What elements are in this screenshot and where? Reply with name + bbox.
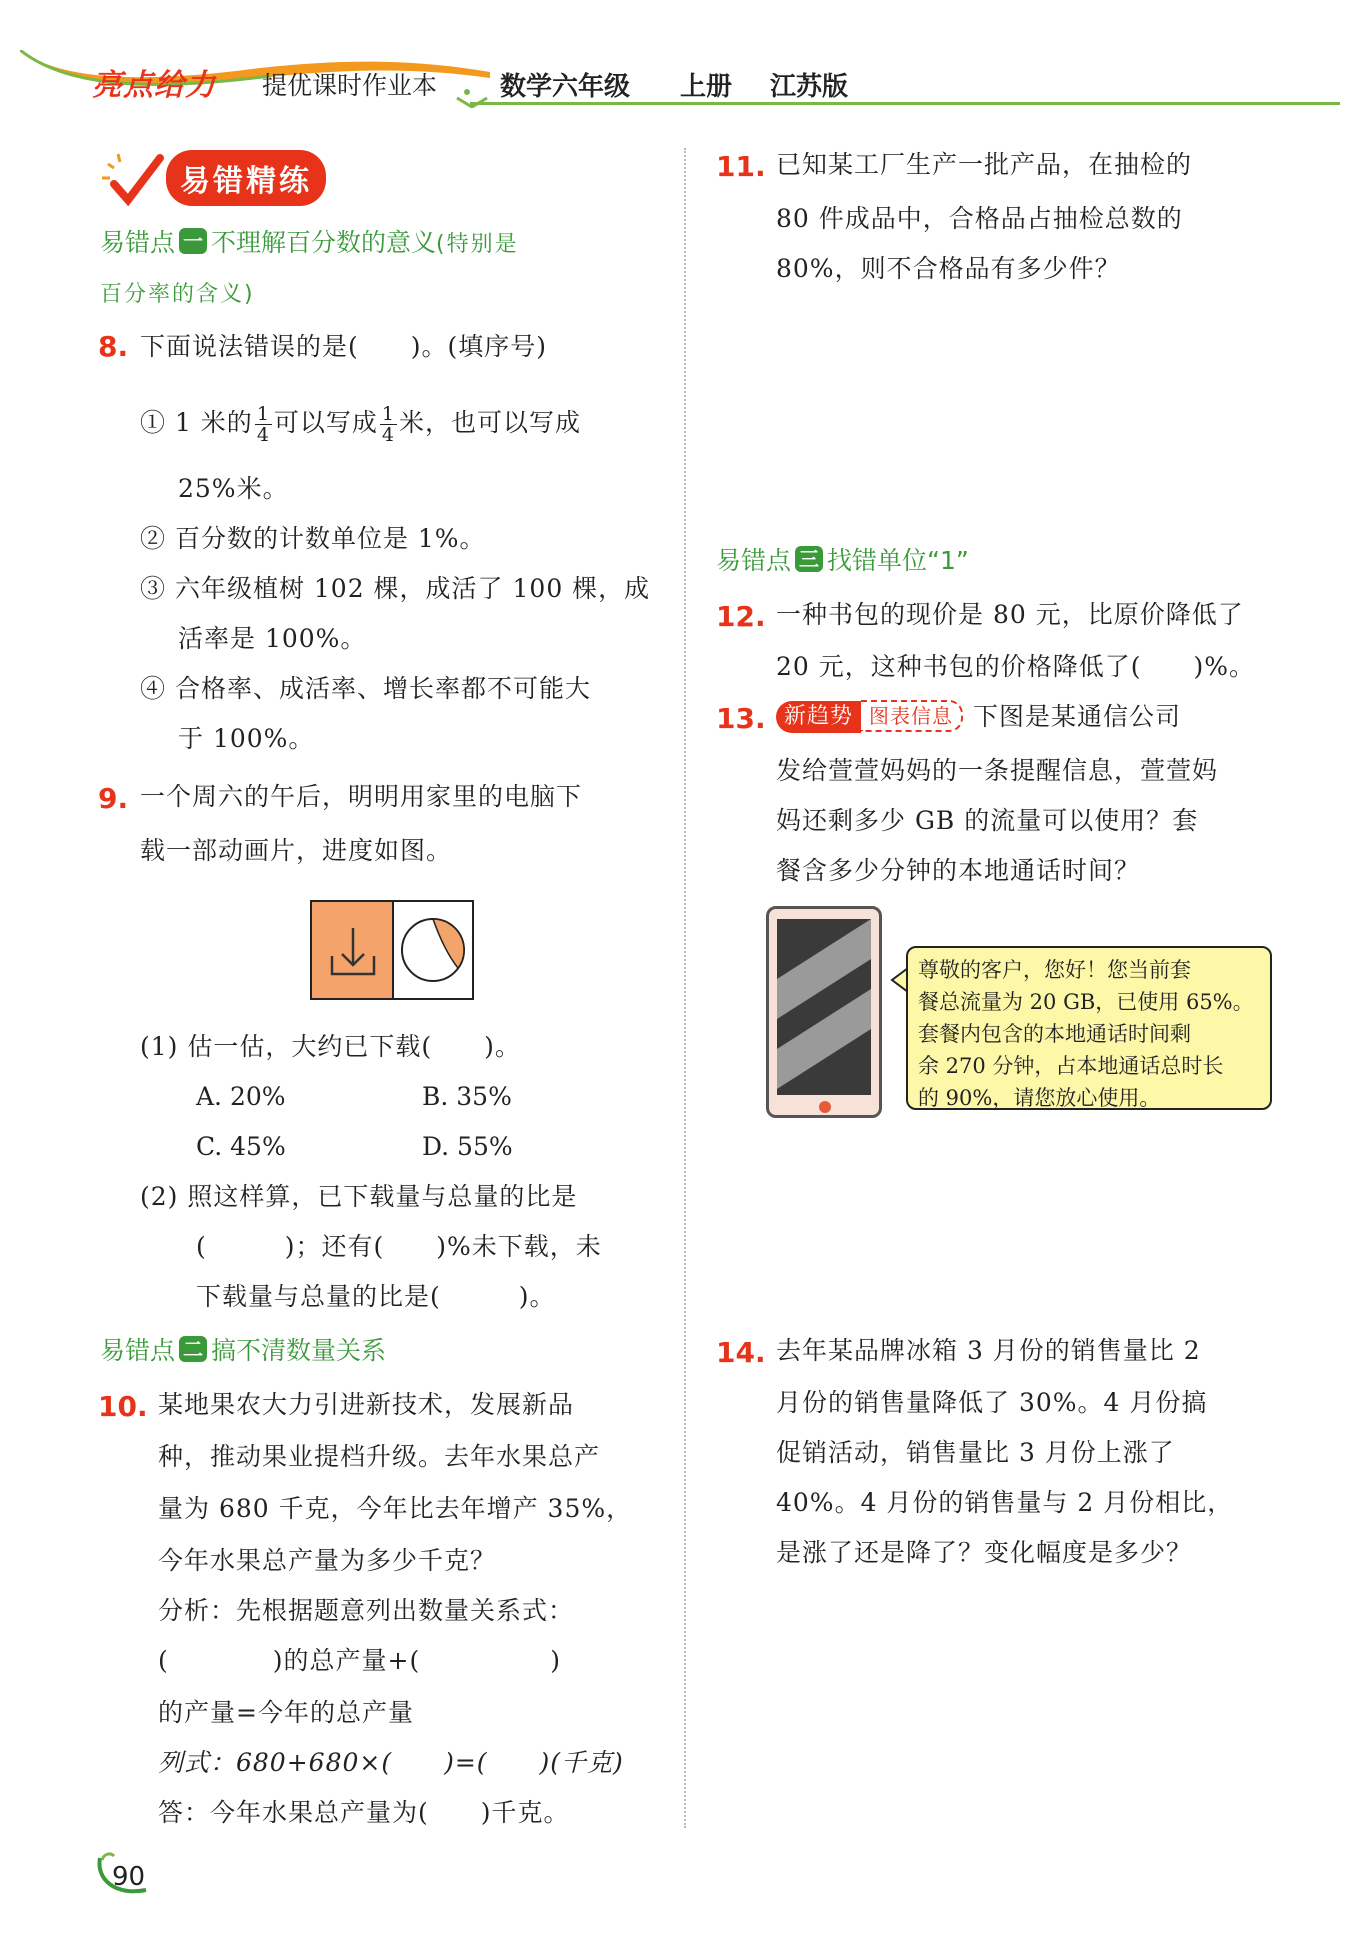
section-banner [100, 148, 326, 208]
question-line: 种，推动果业提档升级。去年水果总产 [158, 1442, 601, 1471]
fraction-denominator: 4 [381, 424, 396, 446]
formula-line: 列式：680+680×( )=( )(千克) [158, 1748, 624, 1777]
relation-blank-line: ( )的总产量+( ) [158, 1646, 561, 1675]
relation-line: 的产量=今年的总产量 [158, 1698, 414, 1727]
question-line: 一个周六的午后，明明用家里的电脑下 [140, 782, 583, 811]
question-line: 80%，则不合格品有多少件？ [776, 254, 1121, 283]
screen-glare [777, 919, 871, 1095]
statement-text: ① 1 米的 [140, 408, 253, 437]
fraction-numerator: 1 [381, 403, 396, 425]
progress-pie [394, 902, 472, 998]
checkmark-icon [100, 150, 166, 206]
sub-question-2-cont: 下载量与总量的比是( )。 [196, 1282, 556, 1311]
sub-question-1: (1) 估一估，大约已下载( )。 [140, 1032, 521, 1061]
sub-question-2: (2) 照这样算，已下载量与总量的比是 [140, 1182, 578, 1211]
question-line: 已知某工厂生产一批产品，在抽检的 [776, 150, 1193, 179]
question-line: 量为 680 千克，今年比去年增产 35%， [158, 1494, 633, 1523]
error-point-title: 找错单位“1” [827, 546, 969, 575]
fraction [255, 404, 272, 445]
question-line: 20 元，这种书包的价格降低了( )%。 [776, 652, 1256, 681]
error-point-3 [716, 536, 969, 586]
question-line: 去年某品牌冰箱 3 月份的销售量比 2 [776, 1336, 1201, 1365]
error-point-label: 易错点 [100, 228, 176, 257]
option-d: D. 55% [422, 1132, 513, 1161]
error-point-tag: 三 [795, 546, 823, 572]
section-title: 易错精练 [166, 150, 326, 206]
question-line: 促销活动，销售量比 3 月份上涨了 [776, 1438, 1175, 1467]
download-progress-figure [310, 900, 474, 1000]
statement-text: 米，也可以写成 [399, 408, 582, 437]
error-point-1 [100, 218, 519, 270]
analysis-label: 分析：先根据题意列出数量关系式： [158, 1596, 575, 1625]
error-point-note: 百分率的含义) [100, 282, 255, 307]
error-point-tag: 二 [179, 1336, 207, 1362]
statement-4: ④ 合格率、成活率、增长率都不可能大 [140, 674, 591, 703]
answer-line: 答：今年水果总产量为( )千克。 [158, 1798, 570, 1827]
fraction [380, 404, 397, 445]
brand-logo: 亮点给力 [92, 68, 216, 103]
sms-line: 尊敬的客户，您好！您当前套 [918, 958, 1191, 982]
question-line: 今年水果总产量为多少千克？ [158, 1546, 497, 1575]
sms-message-bubble [906, 946, 1272, 1110]
question-stem: 下面说法错误的是( )。(填序号) [140, 332, 548, 361]
statement-1-cont: 25%米。 [178, 474, 289, 503]
error-point-1-note-line2 [100, 268, 255, 320]
question-number: 13. [716, 702, 766, 735]
question-line: 80 件成品中，合格品占抽检总数的 [776, 204, 1183, 233]
fraction-numerator: 1 [256, 403, 270, 425]
question-number: 12. [716, 600, 766, 633]
phone-screen [777, 919, 871, 1095]
statement-1 [140, 398, 581, 448]
question-number: 14. [716, 1336, 766, 1369]
question-line: 发给萱萱妈妈的一条提醒信息，萱萱妈 [776, 756, 1219, 785]
error-point-title: 不理解百分数的意义 [211, 228, 437, 257]
chart-info-tag: 图表信息 [861, 700, 963, 732]
question-number: 10. [98, 1390, 148, 1423]
book-subtitle: 提优课时作业本 [262, 71, 438, 100]
header-divider-line [470, 102, 1340, 105]
statement-2: ② 百分数的计数单位是 1%。 [140, 524, 486, 553]
question-line: 妈还剩多少 GB 的流量可以使用？套 [776, 806, 1199, 835]
question-number: 8. [98, 330, 129, 363]
error-point-title: 搞不清数量关系 [211, 1336, 387, 1365]
option-b: B. 35% [422, 1082, 512, 1111]
sms-line: 餐总流量为 20 GB，已使用 65%。 [918, 990, 1254, 1014]
statement-text: 可以写成 [273, 408, 378, 437]
question-line: 一种书包的现价是 80 元，比原价降低了 [776, 600, 1244, 629]
error-point-label: 易错点 [100, 1336, 176, 1365]
question-line: 月份的销售量降低了 30%。4 月份搞 [776, 1388, 1208, 1417]
download-button-area [312, 902, 394, 998]
question-line: 餐含多少分钟的本地通话时间？ [776, 856, 1141, 885]
page-header [0, 0, 1350, 120]
page-number: 90 [112, 1862, 146, 1892]
question-text: 下图是某通信公司 [973, 702, 1182, 731]
header-edition: 江苏版 [770, 72, 849, 102]
progress-indicator [394, 902, 472, 998]
error-point-label: 易错点 [716, 546, 792, 575]
question-line: 载一部动画片，进度如图。 [140, 836, 453, 865]
column-divider [684, 148, 686, 1828]
sms-line: 套餐内包含的本地通话时间剩 [918, 1022, 1191, 1046]
question-line: 40%。4 月份的销售量与 2 月份相比， [776, 1488, 1234, 1517]
header-volume: 上册 [680, 72, 733, 102]
phone-illustration [766, 906, 882, 1118]
question-number: 9. [98, 782, 129, 815]
sub-question-2-cont: ( )；还有( )%未下载，未 [196, 1232, 602, 1261]
sms-line: 余 270 分钟，占本地通话总时长 [918, 1054, 1224, 1078]
option-c: C. 45% [196, 1132, 286, 1161]
home-button [819, 1101, 831, 1113]
download-icon [312, 902, 394, 998]
new-trend-badge: 新趋势 [776, 701, 861, 733]
statement-3: ③ 六年级植树 102 棵，成活了 100 棵，成 [140, 574, 651, 603]
statement-4-cont: 于 100%。 [178, 724, 315, 753]
error-point-note: (特别是 [436, 232, 519, 257]
fraction-denominator: 4 [256, 424, 270, 446]
question-line: 某地果农大力引进新技术，发展新品 [158, 1390, 575, 1419]
question-line [776, 692, 1181, 742]
error-point-tag: 一 [179, 228, 207, 254]
sms-line: 的 90%，请您放心使用。 [918, 1086, 1161, 1110]
question-number: 11. [716, 150, 766, 183]
question-line: 是涨了还是降了？变化幅度是多少？ [776, 1538, 1193, 1567]
option-a: A. 20% [196, 1082, 286, 1111]
error-point-2 [100, 1326, 386, 1376]
statement-3-cont: 活率是 100%。 [178, 624, 367, 653]
header-subject: 数学六年级 [500, 72, 631, 102]
